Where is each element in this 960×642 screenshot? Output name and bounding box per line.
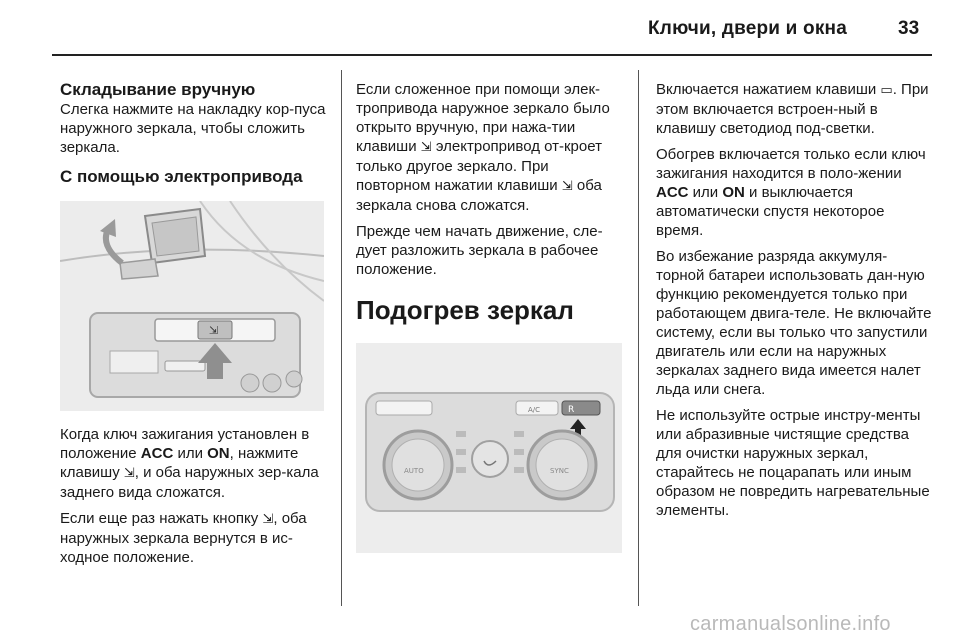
middle-column — [356, 80, 626, 553]
header-divider — [52, 54, 932, 56]
mirror-fold-icon: ⇲ — [420, 140, 432, 155]
watermark: carmanualsonline.info — [690, 613, 891, 635]
climate-panel-illustration — [356, 343, 622, 553]
page-header-title: Ключи, двери и окна — [648, 18, 847, 39]
fan-knob — [472, 441, 508, 477]
manual-fold-text: Слегка нажмите на накладку кор-пуса наружного зеркала, чтобы сложить зеркала. — [60, 101, 326, 156]
column-divider-1 — [341, 70, 342, 606]
right-column — [656, 80, 932, 527]
page-number: 33 — [898, 18, 920, 39]
heated-mirror-icon: ▭ — [880, 83, 893, 98]
auto-label: AUTO — [404, 467, 424, 475]
electric-fold-para2: Если еще раз нажать кнопку ⇲, оба наружных зеркала вернутся в ис-ходное положение. — [60, 510, 307, 566]
heading-electric-fold: С помощью электропривода — [60, 167, 303, 186]
ac-button-label: A/C — [528, 406, 541, 414]
column-divider-2 — [638, 70, 639, 606]
heated-button-label: R — [568, 405, 575, 415]
heading-manual-fold: Складывание вручную — [60, 80, 256, 99]
mirror-fold-icon: ⇲ — [123, 466, 135, 481]
heading-heated-mirrors: Подогрев зеркал — [356, 295, 574, 325]
left-column — [60, 80, 328, 574]
electric-fold-para3: Если сложенное при помощи элек-тропривода наружное зеркало было открыто вручную, при нажа-тии клавиши ⇲ электропривод от-кроет только другое зеркало. При повторном нажатии клавиши ⇲ оба зеркала снова сложатся. — [356, 81, 610, 214]
cleaning-warning-text: Не используйте острые инстру-менты или абразивные чистящие средства для очистки наружных зеркал, старайтесь не поцарапать или иным образом не повредить нагревательные элементы. — [656, 407, 930, 519]
mirror-fold-icon: ⇲ — [561, 179, 573, 194]
heated-condition-text: Обогрев включается только если ключ зажигания находится в поло-жении ACC или ON и выключается автоматически спустя некоторое время. — [656, 146, 926, 239]
mirror-fold-illustration — [60, 201, 324, 411]
fold-button-icon: ⇲ — [209, 324, 219, 337]
unfold-before-driving-text: Прежде чем начать движение, сле-дует разложить зеркала в рабочее положение. — [356, 223, 603, 278]
electric-fold-para1: Когда ключ зажигания установлен в положение ACC или ON, нажмите клавишу ⇲, и оба наружных зер-кала заднего вида сложатся. — [60, 426, 319, 501]
sync-label: SYNC — [550, 467, 569, 475]
battery-warning-text: Во избежание разряда аккумуля-торной батареи использовать дан-ную функцию рекомендуется только при работающем двига-теле. Не включайте систему, если вы только что запустили двигатель или если на наружных зеркалах заднего вида имеется налет льда или снега. — [656, 248, 932, 398]
mirror-fold-icon: ⇲ — [262, 512, 274, 527]
heated-on-text: Включается нажатием клавиши ▭. При этом включается встроен-ный в клавишу светодиод под-светки. — [656, 81, 929, 137]
